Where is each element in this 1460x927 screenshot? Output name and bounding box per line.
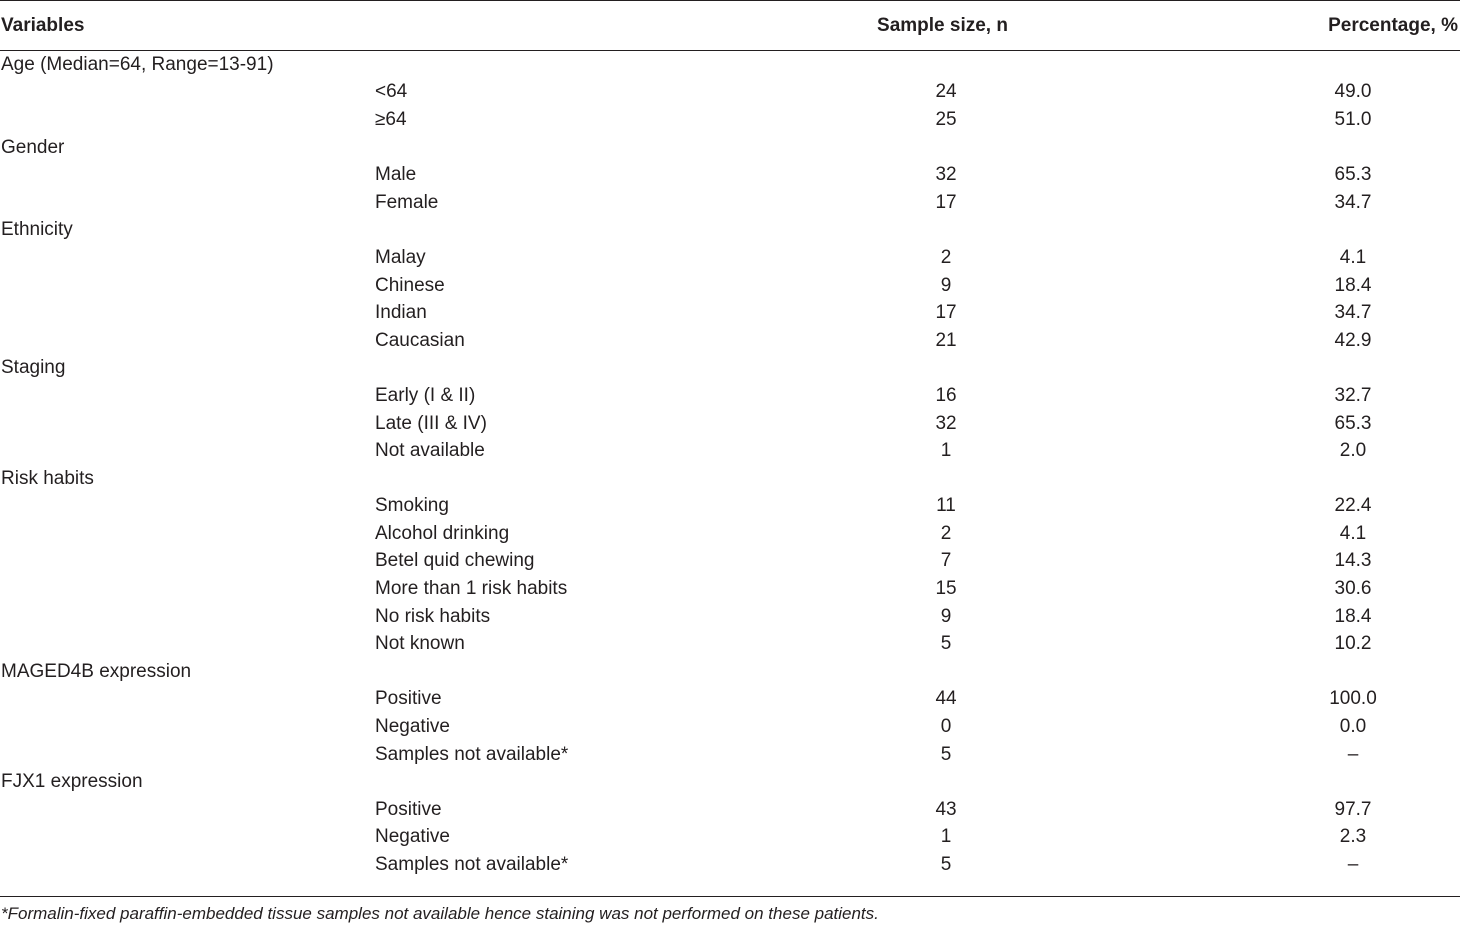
- indent-cell: [0, 299, 367, 327]
- indent-cell: [0, 823, 367, 851]
- percentage-value: 22.4: [1334, 495, 1372, 517]
- subgroup-label: Male: [375, 164, 417, 186]
- percentage-cell: [1110, 520, 1460, 548]
- sample-size-value: 16: [935, 384, 957, 406]
- subgroup-label: Malay: [375, 246, 426, 268]
- indent-cell: [0, 630, 367, 658]
- table-row: [0, 188, 1460, 216]
- percentage-value: 49.0: [1334, 81, 1372, 103]
- category-row: [0, 658, 1460, 686]
- category-label: Risk habits: [1, 467, 94, 489]
- sample-size-cell: [780, 161, 1110, 189]
- percentage-cell: [1110, 713, 1460, 741]
- percentage-cell: [1110, 271, 1460, 299]
- sample-size-value: 17: [935, 302, 957, 324]
- sample-size-cell: [780, 713, 1110, 741]
- table-row: [0, 437, 1460, 465]
- indent-cell: [0, 492, 367, 520]
- percentage-value: 34.7: [1334, 302, 1372, 324]
- table-bottom-rule: [0, 896, 1460, 897]
- header-sample-size: Sample size, n: [780, 1, 1110, 51]
- sample-size-cell: [780, 851, 1110, 879]
- table-row: [0, 271, 1460, 299]
- subgroup-label: Not available: [375, 440, 485, 462]
- header-row: [0, 1, 1460, 51]
- table-body: [0, 51, 1460, 879]
- table-row: [0, 575, 1460, 603]
- subgroup-label: ≥64: [375, 108, 407, 130]
- header-variables: Variables: [0, 1, 780, 51]
- percentage-value: 51.0: [1334, 108, 1372, 130]
- percentage-value: 14.3: [1334, 550, 1372, 572]
- category-label: Age (Median=64, Range=13-91): [1, 54, 274, 76]
- sample-size-value: 11: [936, 495, 956, 517]
- indent-cell: [0, 161, 367, 189]
- percentage-value: –: [1347, 743, 1359, 765]
- sample-size-value: 2: [940, 522, 952, 544]
- category-row: [0, 216, 1460, 244]
- header-percentage: Percentage, %: [1110, 1, 1460, 51]
- sample-size-value: 5: [940, 633, 952, 655]
- percentage-cell: [1110, 326, 1460, 354]
- percentage-value: –: [1347, 854, 1359, 876]
- sample-size-cell: [780, 409, 1110, 437]
- percentage-value: 4.1: [1339, 522, 1367, 544]
- percentage-cell: [1110, 161, 1460, 189]
- subgroup-label: Negative: [375, 826, 450, 848]
- table-row: [0, 244, 1460, 272]
- sample-size-cell: [780, 492, 1110, 520]
- subgroup-label: More than 1 risk habits: [375, 578, 568, 600]
- percentage-cell: [1110, 602, 1460, 630]
- table-row: [0, 823, 1460, 851]
- indent-cell: [0, 547, 367, 575]
- subgroup-label: Not known: [375, 633, 465, 655]
- indent-cell: [0, 188, 367, 216]
- sample-size-cell: [780, 520, 1110, 548]
- indent-cell: [0, 796, 367, 824]
- sample-size-value: 9: [940, 605, 952, 627]
- subgroup-label: Smoking: [375, 495, 449, 517]
- indent-cell: [0, 409, 367, 437]
- sample-size-cell: [780, 823, 1110, 851]
- table-row: [0, 796, 1460, 824]
- subgroup-label: Late (III & IV): [375, 412, 487, 434]
- sample-size-value: 43: [935, 798, 957, 820]
- category-label: Staging: [1, 357, 66, 379]
- percentage-value: 42.9: [1334, 329, 1372, 351]
- percentage-cell: [1110, 244, 1460, 272]
- sample-size-cell: [780, 602, 1110, 630]
- indent-cell: [0, 520, 367, 548]
- percentage-value: 30.6: [1334, 578, 1372, 600]
- indent-cell: [0, 244, 367, 272]
- percentage-cell: [1110, 823, 1460, 851]
- indent-cell: [0, 740, 367, 768]
- subgroup-label: Positive: [375, 688, 442, 710]
- percentage-cell: [1110, 575, 1460, 603]
- sample-size-value: 44: [935, 688, 957, 710]
- percentage-value: 2.3: [1339, 826, 1367, 848]
- subgroup-label: Samples not available*: [375, 743, 569, 765]
- indent-cell: [0, 685, 367, 713]
- indent-cell: [0, 326, 367, 354]
- subgroup-label: No risk habits: [375, 605, 491, 627]
- sample-size-value: 1: [940, 826, 952, 848]
- sample-size-cell: [780, 271, 1110, 299]
- percentage-value: 97.7: [1334, 798, 1372, 820]
- percentage-cell: [1110, 78, 1460, 106]
- category-row: [0, 133, 1460, 161]
- table-row: [0, 602, 1460, 630]
- indent-cell: [0, 437, 367, 465]
- sample-size-cell: [780, 326, 1110, 354]
- category-row: [0, 51, 1460, 79]
- category-label: MAGED4B expression: [1, 660, 192, 682]
- percentage-value: 32.7: [1334, 384, 1372, 406]
- sample-size-cell: [780, 437, 1110, 465]
- percentage-cell: [1110, 492, 1460, 520]
- subgroup-label: Betel quid chewing: [375, 550, 535, 572]
- sample-size-cell: [780, 299, 1110, 327]
- table-footnote: *Formalin-fixed paraffin-embedded tissue samples not available hence staining was not performed on these patients.: [1, 904, 879, 923]
- category-label: Gender: [1, 136, 65, 158]
- subgroup-label: Early (I & II): [375, 384, 476, 406]
- subgroup-label: Positive: [375, 798, 442, 820]
- table-row: [0, 740, 1460, 768]
- sample-size-value: 24: [935, 81, 957, 103]
- sample-size-value: 1: [940, 440, 952, 462]
- sample-size-cell: [780, 78, 1110, 106]
- percentage-cell: [1110, 409, 1460, 437]
- percentage-cell: [1110, 188, 1460, 216]
- subgroup-label: Caucasian: [375, 329, 465, 351]
- percentage-cell: [1110, 796, 1460, 824]
- table-row: [0, 78, 1460, 106]
- table-row: [0, 382, 1460, 410]
- table-row: [0, 299, 1460, 327]
- category-label: FJX1 expression: [1, 771, 143, 793]
- subgroup-label: <64: [375, 81, 408, 103]
- percentage-cell: [1110, 851, 1460, 879]
- percentage-value: 34.7: [1334, 191, 1372, 213]
- table-header: [0, 1, 1460, 51]
- sample-size-cell: [780, 740, 1110, 768]
- percentage-cell: [1110, 685, 1460, 713]
- indent-cell: [0, 713, 367, 741]
- category-row: [0, 354, 1460, 382]
- table-row: [0, 409, 1460, 437]
- sample-size-value: 25: [935, 108, 957, 130]
- subgroup-label: Negative: [375, 716, 450, 738]
- table-row: [0, 161, 1460, 189]
- indent-cell: [0, 602, 367, 630]
- sample-size-value: 32: [935, 412, 957, 434]
- table-row: [0, 547, 1460, 575]
- percentage-cell: [1110, 437, 1460, 465]
- percentage-cell: [1110, 630, 1460, 658]
- indent-cell: [0, 851, 367, 879]
- sample-size-value: 2: [940, 246, 952, 268]
- sample-size-value: 5: [940, 854, 952, 876]
- percentage-value: 65.3: [1334, 412, 1372, 434]
- sample-size-cell: [780, 630, 1110, 658]
- subgroup-label: Samples not available*: [375, 854, 569, 876]
- table-row: [0, 713, 1460, 741]
- table-row: [0, 851, 1460, 879]
- indent-cell: [0, 271, 367, 299]
- sample-size-value: 9: [940, 274, 952, 296]
- percentage-value: 10.2: [1334, 633, 1372, 655]
- sample-size-value: 32: [935, 164, 957, 186]
- indent-cell: [0, 78, 367, 106]
- sample-size-cell: [780, 685, 1110, 713]
- percentage-cell: [1110, 547, 1460, 575]
- subgroup-label: Alcohol drinking: [375, 522, 510, 544]
- sample-size-cell: [780, 547, 1110, 575]
- category-row: [0, 464, 1460, 492]
- sample-size-cell: [780, 382, 1110, 410]
- sample-size-value: 15: [935, 578, 957, 600]
- subgroup-label: Chinese: [375, 274, 445, 296]
- percentage-value: 65.3: [1334, 164, 1372, 186]
- percentage-value: 4.1: [1339, 246, 1367, 268]
- table-row: [0, 685, 1460, 713]
- table-row: [0, 630, 1460, 658]
- indent-cell: [0, 575, 367, 603]
- sample-size-cell: [780, 796, 1110, 824]
- sample-size-cell: [780, 106, 1110, 134]
- sample-size-value: 0: [940, 716, 952, 738]
- percentage-cell: [1110, 299, 1460, 327]
- table-row: [0, 520, 1460, 548]
- sample-size-value: 17: [935, 191, 957, 213]
- sample-size-value: 5: [940, 743, 952, 765]
- percentage-cell: [1110, 740, 1460, 768]
- table-row: [0, 326, 1460, 354]
- indent-cell: [0, 106, 367, 134]
- percentage-cell: [1110, 382, 1460, 410]
- sample-size-cell: [780, 244, 1110, 272]
- sample-size-value: 21: [935, 329, 957, 351]
- percentage-value: 18.4: [1334, 605, 1372, 627]
- sample-size-cell: [780, 188, 1110, 216]
- category-label: Ethnicity: [1, 219, 73, 241]
- table-row: [0, 106, 1460, 134]
- percentage-value: 0.0: [1339, 716, 1367, 738]
- subgroup-label: Indian: [375, 302, 427, 324]
- sample-size-cell: [780, 575, 1110, 603]
- indent-cell: [0, 382, 367, 410]
- percentage-value: 100.0: [1329, 688, 1377, 710]
- percentage-value: 2.0: [1339, 440, 1367, 462]
- sample-size-value: 7: [940, 550, 952, 572]
- category-row: [0, 768, 1460, 796]
- subgroup-label: Female: [375, 191, 439, 213]
- percentage-value: 18.4: [1334, 274, 1372, 296]
- table-row: [0, 492, 1460, 520]
- percentage-cell: [1110, 106, 1460, 134]
